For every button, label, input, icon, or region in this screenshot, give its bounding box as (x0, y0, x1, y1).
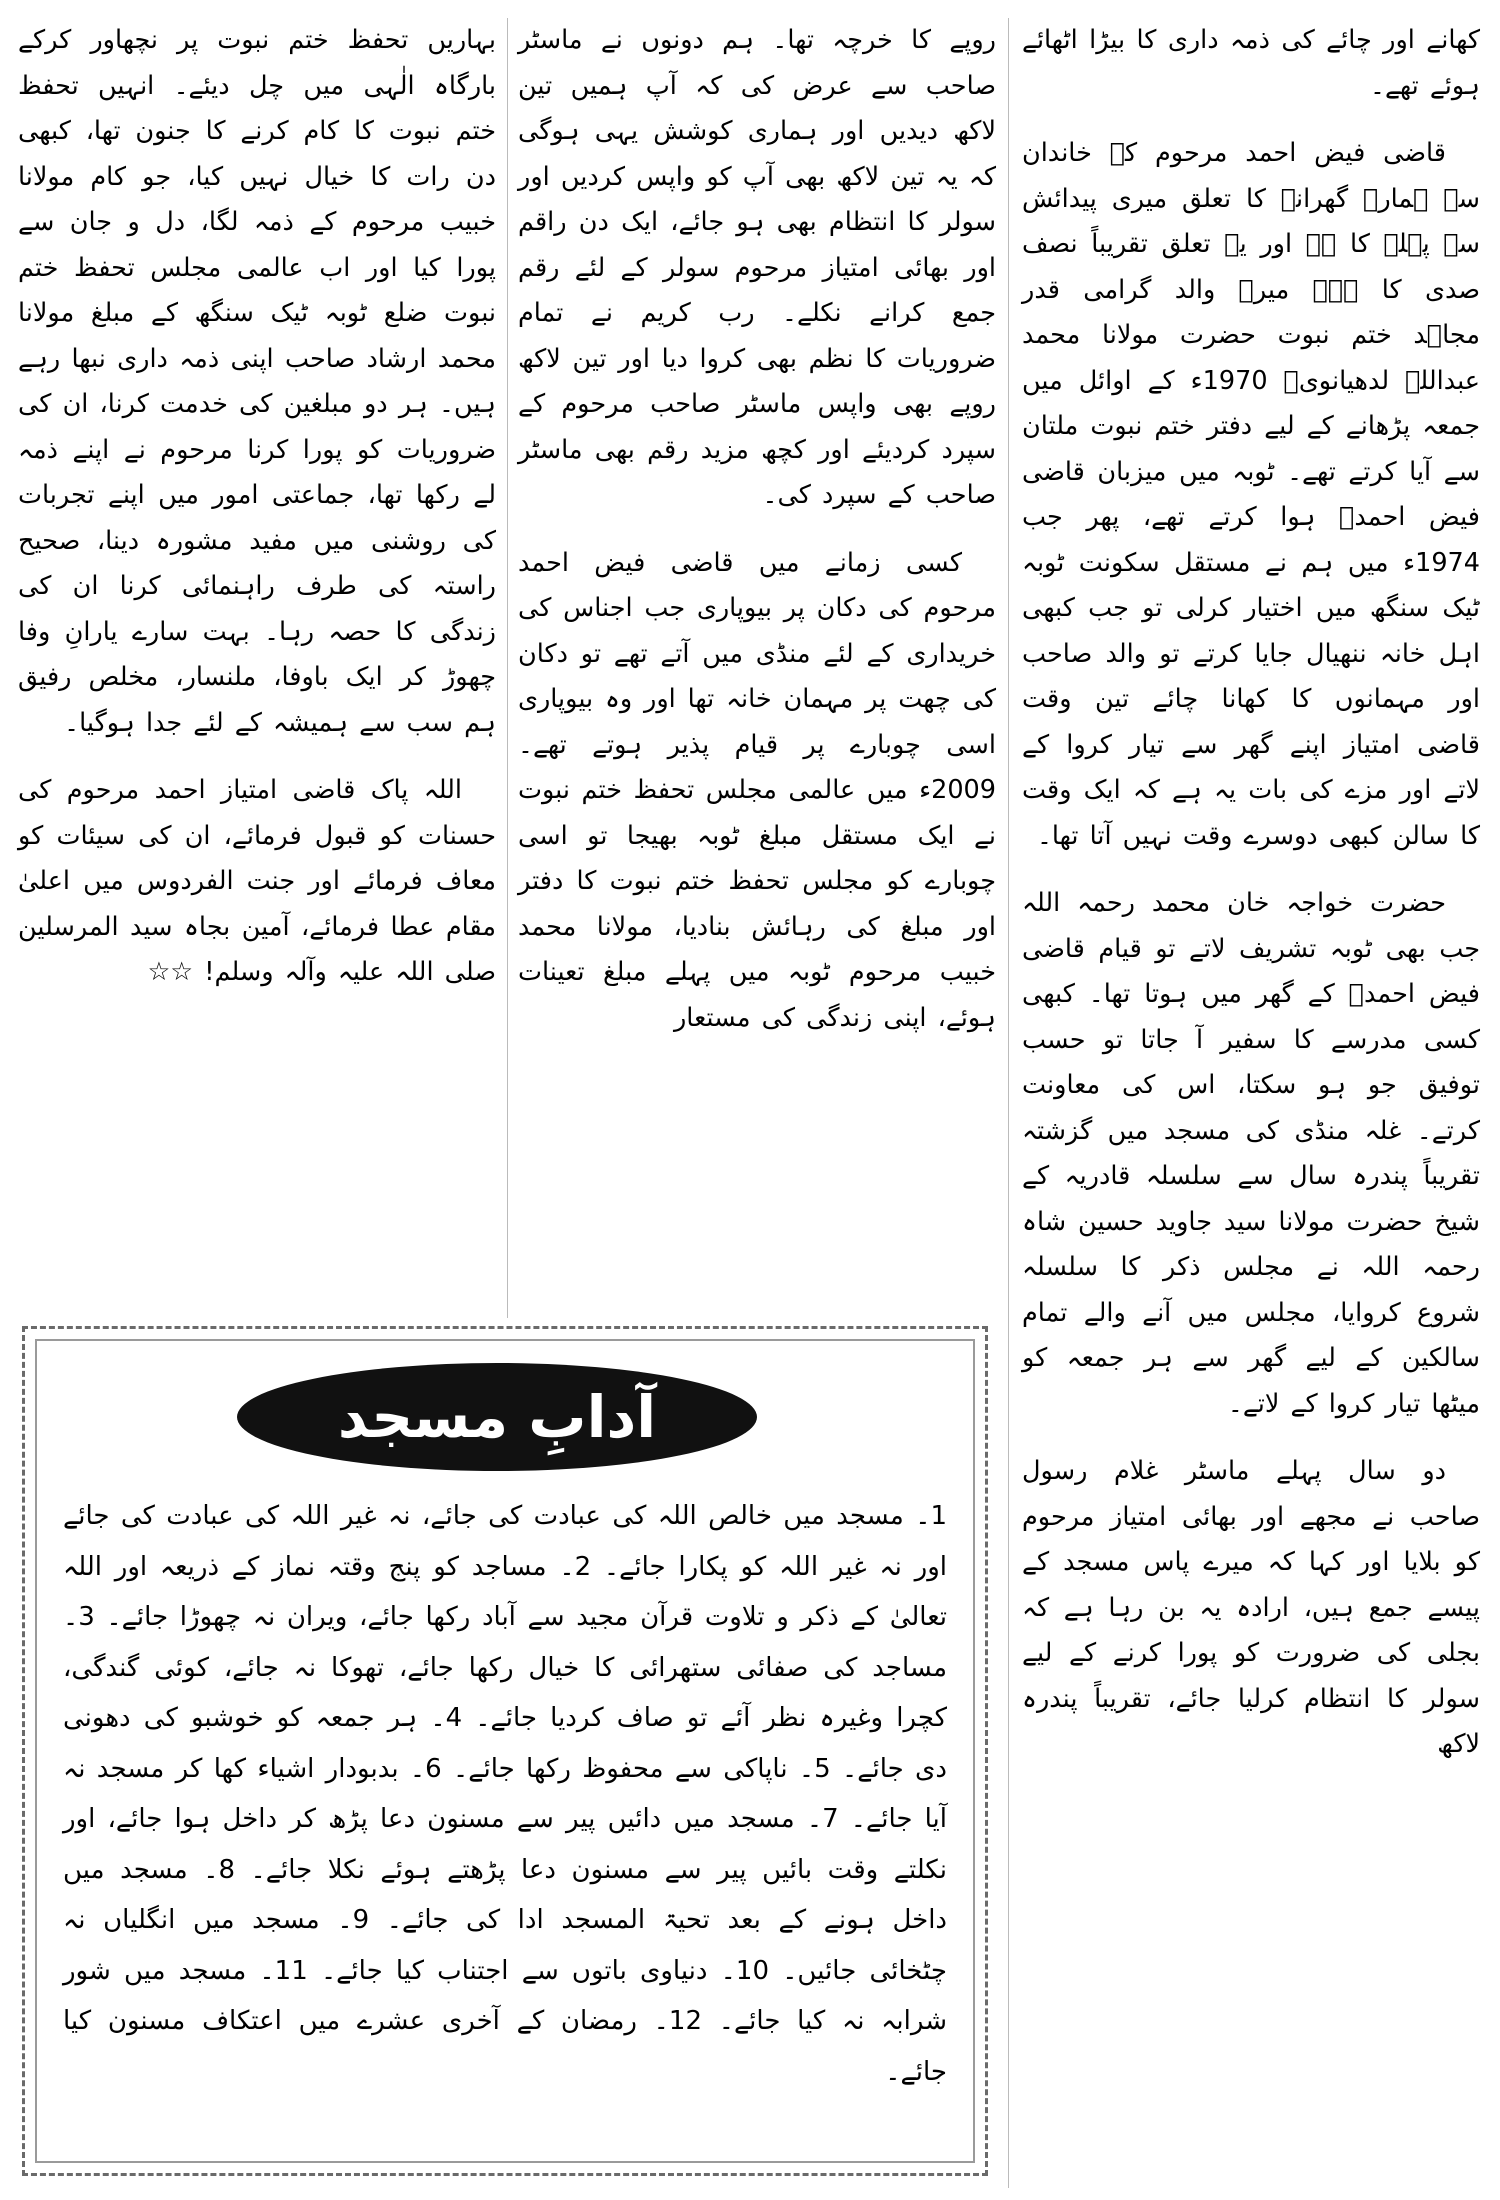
paragraph: دو سال پہلے ماسٹر غلام رسول صاحب نے مجھے اور بھائی امتیاز مرحوم کو بلایا اور کہا کہ میرے پاس مسجد کے پیسے جمع ہیں، ارادہ یہ بن رہا ہے کہ بجلی کی ضرورت کو پورا کرنے کے لیے سولر کا انتظام کرلیا جائے، تقریباً پندرہ لاکھ (1022, 1456, 1480, 1759)
column-divider (1008, 18, 1009, 2188)
article-column-right (1022, 18, 1480, 2188)
paragraph: اللہ پاک قاضی امتیاز احمد مرحوم کی حسنات کو قبول فرمائے، ان کی سیئات کو معاف فرمائے اور جنت الفردوس میں اعلیٰ مقام عطا فرمائے، آمین بجاہ سید المرسلین صلی اللہ علیہ وآلہ وسلم! ☆☆ (18, 775, 496, 987)
box-inner-frame (35, 1339, 975, 2163)
paragraph: روپے کا خرچہ تھا۔ ہم دونوں نے ماسٹر صاحب سے عرض کی کہ آپ ہمیں تین لاکھ دیدیں اور ہماری کوشش یہی ہوگی کہ یہ تین لاکھ بھی آپ کو واپس کردیں اور سولر کا انتظام بھی ہو جائے، ایک دن راقم اور بھائی امتیاز مرحوم سولر کے لئے رقم جمع کرانے نکلے۔ رب کریم نے تمام ضروریات کا نظم بھی کروا دیا اور تین لاکھ روپے بھی واپس ماسٹر صاحب مرحوم کے سپرد کردیئے اور کچھ مزید رقم بھی ماسٹر صاحب کے سپرد کی۔ (518, 25, 996, 510)
column-divider (507, 18, 508, 1318)
paragraph: کھانے اور چائے کی ذمہ داری کا بیڑا اٹھائے ہوئے تھے۔ (1022, 25, 1480, 101)
box-title-banner (237, 1363, 757, 1471)
box-title: آدابِ مسجد (337, 1383, 657, 1451)
paragraph: حضرت خواجہ خان محمد رحمہ اللہ جب بھی ٹوبہ تشریف لاتے تو قیام قاضی فیض احمدؒ کے گھر میں ہوتا تھا۔ کبھی کسی مدرسے کا سفیر آ جاتا تو حسب توفیق جو ہو سکتا، اس کی معاونت کرتے۔ غلہ منڈی کی مسجد میں گزشتہ تقریباً پندرہ سال سے سلسلہ قادریہ کے شیخ حضرت مولانا سید جاوید حسین شاہ رحمہ اللہ نے مجلس ذکر کا سلسلہ شروع کروایا، مجلس میں آنے والے تمام سالکین کے لیے گھر سے ہر جمعہ کو میٹھا تیار کروا کے لاتے۔ (1022, 888, 1480, 1419)
paragraph: بہاریں تحفظ ختم نبوت پر نچھاور کرکے بارگاہ الٰہی میں چل دیئے۔ انہیں تحفظ ختم نبوت کا کام کرنے کا جنون تھا، کبھی دن رات کا خیال نہیں کیا، جو کام مولانا خبیب مرحوم کے ذمہ لگا، دل و جان سے پورا کیا اور اب عالمی مجلس تحفظ ختم نبوت ضلع ٹوبہ ٹیک سنگھ کے مبلغ مولانا محمد ارشاد صاحب اپنی ذمہ داری نبھا رہے ہیں۔ ہر دو مبلغین کی خدمت کرنا، ان کی ضروریات کو پورا کرنا مرحوم نے اپنے ذمہ لے رکھا تھا، جماعتی امور میں اپنے تجربات کی روشنی میں مفید مشورہ دینا، صحیح راستہ کی طرف راہنمائی کرنا ان کی زندگی کا حصہ رہا۔ بہت سارے یارانِ وفا چھوڑ کر ایک باوفا، ملنسار، مخلص رفیق ہم سب سے ہمیشہ کے لئے جدا ہوگیا۔ (18, 25, 496, 738)
adab-e-masjid-box (22, 1326, 988, 2176)
paragraph: کسی زمانے میں قاضی فیض احمد مرحوم کی دکان پر بیوپاری جب اجناس کی خریداری کے لئے منڈی میں آتے تھے تو دکان کی چھت پر مہمان خانہ تھا اور وہ بیوپاری اسی چوبارے پر قیام پذیر ہوتے تھے۔ 2009ء میں عالمی مجلس تحفظ ختم نبوت نے ایک مستقل مبلغ ٹوبہ بھیجا تو اسی چوبارے کو مجلس تحفظ ختم نبوت کا دفتر اور مبلغ کی رہائش بنادیا، مولانا محمد خبیب مرحوم ٹوبہ میں پہلے مبلغ تعینات ہوئے، اپنی زندگی کی مستعار (518, 547, 996, 1033)
article-column-left (18, 18, 496, 1318)
article-column-middle (518, 18, 996, 1318)
paragraph: قاضی فیض احمد مرحوم کے خاندان سے ہمارے گھرانے کا تعلق میری پیدائش سے پہلے کا ہے اور یہ تعلق تقریباً نصف صدی کا ہے۔ میرے والد گرامی قدر مجاہد ختم نبوت حضرت مولانا محمد عبداللہ لدھیانویؒ 1970ء کے اوائل میں جمعہ پڑھانے کے لیے دفتر ختم نبوت ملتان سے آیا کرتے تھے۔ ٹوبہ میں میزبان قاضی فیض احمدؒ ہوا کرتے تھے، پھر جب 1974ء میں ہم نے مستقل سکونت ٹوبہ ٹیک سنگھ میں اختیار کرلی تو جب کبھی اہل خانہ ننھیال جایا کرتے تو والد صاحب اور مہمانوں کا کھانا چائے تین وقت قاضی امتیاز اپنے گھر سے تیار کروا کے لاتے اور مزے کی بات یہ ہے کہ ایک وقت کا سالن کبھی دوسرے وقت نہیں آتا تھا۔ (1022, 138, 1480, 851)
box-body-text: 1۔ مسجد میں خالص اللہ کی عبادت کی جائے، نہ غیر اللہ کی عبادت کی جائے اور نہ غیر اللہ کو پکارا جائے۔ 2۔ مساجد کو پنج وقتہ نماز کے ذریعہ اور اللہ تعالیٰ کے ذکر و تلاوت قرآن مجید سے آباد رکھا جائے، ویران نہ چھوڑا جائے۔ 3۔ مساجد کی صفائی ستھرائی کا خیال رکھا جائے، تھوکا نہ جائے، کوئی گندگی، کچرا وغیرہ نظر آئے تو صاف کردیا جائے۔ 4۔ ہر جمعہ کو خوشبو کی دھونی دی جائے۔ 5۔ ناپاکی سے محفوظ رکھا جائے۔ 6۔ بدبودار اشیاء کھا کر مسجد نہ آیا جائے۔ 7۔ مسجد میں دائیں پیر سے مسنون دعا پڑھ کر داخل ہوا جائے، اور نکلتے وقت بائیں پیر سے مسنون دعا پڑھتے ہوئے نکلا جائے۔ 8۔ مسجد میں داخل ہونے کے بعد تحیۃ المسجد ادا کی جائے۔ 9۔ مسجد میں انگلیاں نہ چٹخائی جائیں۔ 10۔ دنیاوی باتوں سے اجتناب کیا جائے۔ 11۔ مسجد میں شور شرابہ نہ کیا جائے۔ 12۔ رمضان کے آخری عشرے میں اعتکاف مسنون کیا جائے۔ (63, 1501, 948, 2087)
